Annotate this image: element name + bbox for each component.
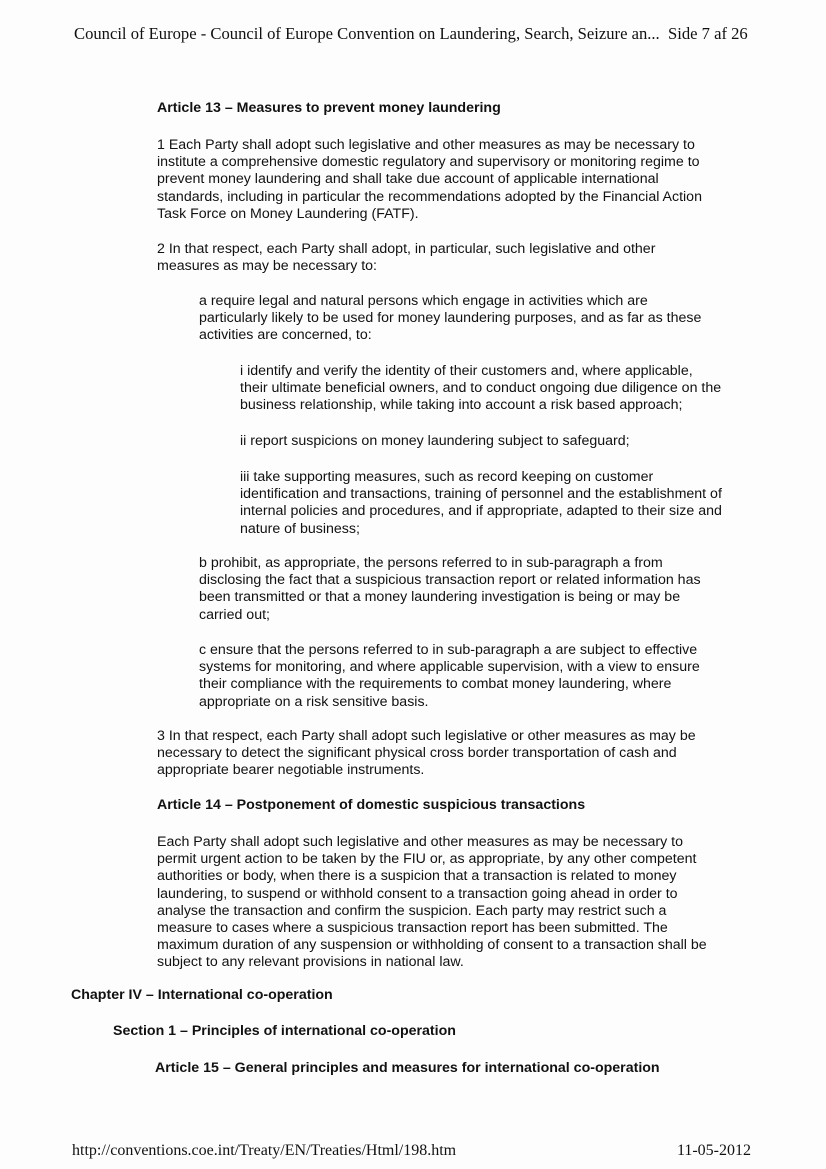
header-page-number: Side 7 af 26 bbox=[668, 24, 748, 43]
article-13-heading: Article 13 – Measures to prevent money laundering bbox=[157, 100, 501, 116]
article-13-item-i: i identify and verify the identity of their customers and, where applicable, their ultimate beneficial owners, and to conduct ongoing due diligence on the business relationship, while taking into account a risk based approach; bbox=[240, 363, 722, 414]
footer-url: http://conventions.coe.int/Treaty/EN/Treaties/Html/198.htm bbox=[72, 1142, 457, 1159]
article-15-heading: Article 15 – General principles and measures for international co-operation bbox=[155, 1060, 660, 1076]
article-13-paragraph-3: 3 In that respect, each Party shall adopt such legislative or other measures as may be necessary to detect the significant physical cross border transportation of cash and appropriate bearer negotiable instruments. bbox=[157, 728, 696, 779]
article-13-item-iii: iii take supporting measures, such as record keeping on customer identification and transactions, training of personnel and the establishment of internal policies and procedures, and if appropriate, adapted to their size and nature of business; bbox=[240, 469, 722, 537]
article-13-subparagraph-a: a require legal and natural persons which engage in activities which are particularly likely to be used for money laundering purposes, and as far as these activities are concerned, to: bbox=[199, 293, 702, 344]
article-13-subparagraph-c: c ensure that the persons referred to in sub-paragraph a are subject to effective systems for monitoring, and where applicable supervision, with a view to ensure their compliance with the requirements to combat money laundering, where appropriate on a risk sensitive basis. bbox=[199, 642, 700, 710]
article-13-item-ii: ii report suspicions on money laundering subject to safeguard; bbox=[240, 433, 630, 449]
article-14-body: Each Party shall adopt such legislative and other measures as may be necessary to permit urgent action to be taken by the FIU or, as appropriate, by any other competent authorities or body, when there is a suspicion that a transaction is related to money laundering, to suspend or withhold consent to a transaction going ahead in order to analyse the transaction and confirm the suspicion. Each party may restrict such a measure to cases where a suspicious transaction report has been submitted. The maximum duration of any suspension or withholding of consent to a transaction shall be subject to any relevant provisions in national law. bbox=[157, 834, 707, 971]
page-header bbox=[74, 24, 748, 44]
footer-date: 11-05-2012 bbox=[676, 1142, 751, 1159]
chapter-heading: Chapter IV – International co-operation bbox=[71, 987, 333, 1003]
article-13-subparagraph-b: b prohibit, as appropriate, the persons referred to in sub-paragraph a from disclosing the fact that a suspicious transaction report or related information has been transmitted or that a money laundering investigation is being or may be carried out; bbox=[199, 555, 701, 623]
header-title: Council of Europe - Council of Europe Convention on Laundering, Search, Seizure an... bbox=[74, 24, 660, 43]
section-heading: Section 1 – Principles of international co-operation bbox=[113, 1023, 456, 1039]
article-13-paragraph-1: 1 Each Party shall adopt such legislative and other measures as may be necessary to institute a comprehensive domestic regulatory and supervisory or monitoring regime to prevent money laundering and shall take due account of applicable international standards, including in particular the recommendations adopted by the Financial Action Task Force on Money Laundering (FATF). bbox=[157, 137, 702, 222]
article-13-paragraph-2: 2 In that respect, each Party shall adopt, in particular, such legislative and other measures as may be necessary to: bbox=[157, 241, 656, 275]
article-14-heading: Article 14 – Postponement of domestic suspicious transactions bbox=[157, 797, 586, 813]
